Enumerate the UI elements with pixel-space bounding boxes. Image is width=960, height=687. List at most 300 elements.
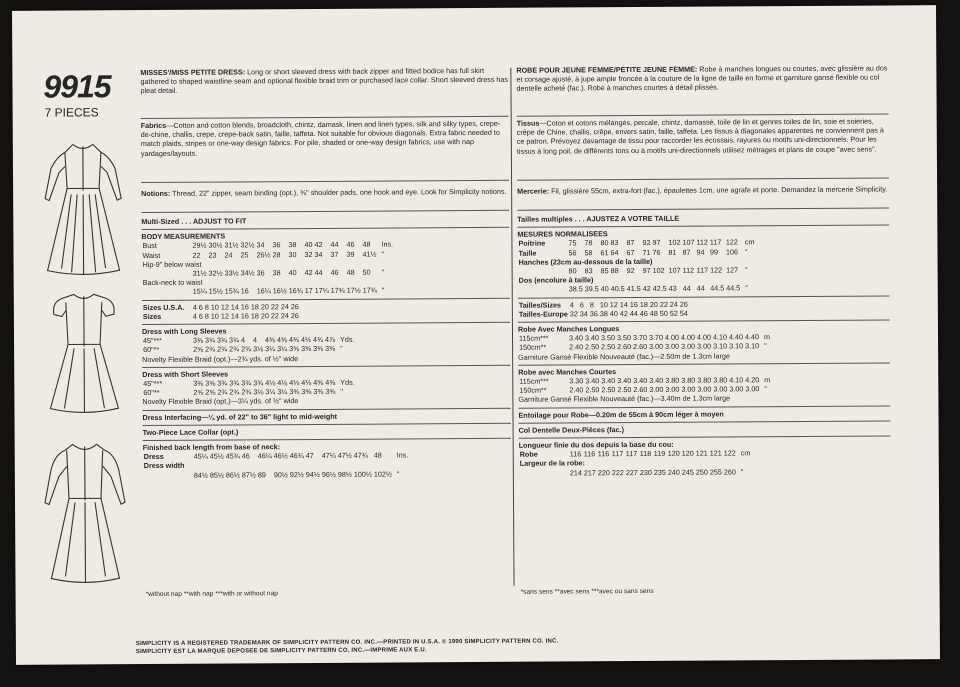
- french-notions-text: Fil, glissière 55cm, extra-fort (fac.), épaulettes 1cm, une agrafe et porte. Demandez la mercerie Simplicity.: [551, 184, 888, 196]
- french-body-table: [517, 238, 755, 295]
- table-cell: 4.40: [744, 332, 760, 342]
- table-cell: 3¾: [217, 378, 228, 388]
- table-cell: 38: [272, 268, 281, 278]
- table-cell: 36: [256, 268, 265, 278]
- table-cell: 85: [600, 266, 609, 276]
- row-label: [142, 269, 192, 279]
- table-cell: 38: [288, 240, 297, 250]
- table-cell: 67: [626, 247, 635, 257]
- pattern-envelope: [12, 5, 940, 665]
- table-cell: 12: [609, 299, 618, 309]
- table-cell: 3.00: [665, 385, 680, 395]
- table-cell: 85½: [209, 470, 224, 480]
- table-cell: 100½: [353, 469, 372, 479]
- table-cell: 3.00: [649, 342, 664, 352]
- table-cell: 127: [726, 265, 739, 275]
- table-cell: 3.10: [713, 341, 728, 351]
- table-cell: 4: [252, 335, 258, 345]
- table-cell: 4.20: [745, 375, 760, 385]
- table-cell: 3¾: [241, 378, 252, 388]
- table-cell: 3⅜: [289, 387, 300, 397]
- table-cell: 12: [220, 311, 229, 321]
- english-footnote: *without nap **with nap ***with or without nap: [145, 590, 278, 599]
- table-cell: 40.5: [610, 284, 625, 294]
- table-cell: 4.40: [728, 332, 744, 342]
- table-cell: 106: [725, 247, 738, 257]
- english-title: MISSES'/MISS PETITE DRESS:: [140, 67, 246, 78]
- table-cell: 3.00: [745, 384, 760, 394]
- table-cell: 4⅜: [313, 377, 324, 388]
- table-cell: 3.50: [616, 333, 632, 343]
- row-unit: ": [340, 344, 343, 354]
- table-cell: 3.80: [713, 375, 728, 385]
- table-cell: 3¾: [205, 335, 216, 345]
- table-cell: 42: [642, 284, 651, 294]
- english-fabrics-text: —Cotton and cotton blends, broadcloth, chintz, damask, linen and linen types, silk and silky types, crepe-de-chine, challis, crepe, crepe-back satin, faille, taffeta. Not suitable for obvious diagonals. Extra fabric needed to match plaids, stripes or one-way design fabrics. For pile, shaded or one-way design fabrics, use with nap yardages/layouts.: [140, 118, 501, 158]
- table-cell: 31½: [224, 240, 239, 250]
- french-interfacing: Entoilage pour Robe—0.20m de 55cm à 90cm léger à moyen: [518, 406, 890, 423]
- table-cell: 40: [600, 284, 609, 294]
- table-cell: 47¾: [353, 450, 368, 461]
- table-cell: 2.60: [633, 342, 648, 352]
- table-cell: 26: [290, 310, 299, 320]
- table-cell: 44: [314, 267, 323, 278]
- table-cell: 39.5: [584, 284, 599, 294]
- french-fabrics: [517, 114, 889, 180]
- english-interfacing: Dress Interfacing—¼ yd. of 22" to 36" light to mid-weight: [142, 408, 510, 425]
- table-cell: 3.00: [713, 384, 728, 394]
- table-cell: 22: [270, 311, 279, 321]
- table-cell: 46: [639, 308, 648, 318]
- table-cell: 116: [583, 449, 596, 459]
- table-cell: 25: [240, 249, 249, 260]
- table-cell: 48: [373, 450, 382, 460]
- table-cell: 3.80: [665, 375, 680, 385]
- table-cell: 94: [696, 247, 705, 257]
- table-cell: 4¾: [312, 335, 324, 345]
- french-short-sleeves: [518, 363, 890, 408]
- table-cell: 97: [652, 238, 661, 248]
- table-cell: 24: [280, 310, 289, 321]
- row-unit: cm: [740, 448, 751, 458]
- table-cell: 3⅛: [253, 387, 264, 397]
- table-cell: 118: [639, 449, 652, 459]
- table-cell: 45¾: [225, 451, 240, 461]
- row-label: 60"**: [143, 345, 160, 355]
- table-cell: 119: [653, 449, 666, 459]
- table-cell: 3⅝: [205, 378, 216, 388]
- row-label: 115cm***: [518, 333, 549, 343]
- table-cell: 87: [682, 247, 691, 257]
- table-cell: 94½: [305, 469, 320, 479]
- table-cell: 2¾: [241, 344, 252, 354]
- row-unit: ": [740, 467, 744, 477]
- english-notions: [141, 181, 509, 213]
- table-cell: 120: [681, 448, 694, 459]
- footer-line-french: SIMPLICITY EST LA MARQUE DEPOSEE DE SIMPLICITY PATTERN CO. INC.—IMPRIME AUX E.U.: [135, 647, 427, 656]
- table-cell: 30½: [208, 240, 223, 251]
- french-short-heading: Robe avec Manches Courtes: [518, 366, 617, 377]
- english-collar: Two-Piece Lace Collar (opt.): [143, 424, 511, 441]
- table-cell: 3.00: [697, 342, 712, 352]
- table-cell: 87½: [241, 470, 256, 480]
- row-label: Back-neck to waist: [142, 277, 203, 288]
- french-long-table: [518, 332, 771, 352]
- table-cell: 32½: [208, 268, 223, 278]
- table-row: [518, 284, 756, 295]
- row-label: 150cm**: [519, 385, 547, 395]
- table-cell: 84½: [193, 470, 208, 480]
- table-cell: 3.40: [633, 376, 648, 386]
- english-finished-length: [143, 439, 511, 483]
- table-cell: 3¼: [265, 387, 276, 397]
- table-cell: 3⅜: [289, 344, 300, 354]
- table-cell: 3⅛: [253, 344, 264, 354]
- table-cell: 112: [696, 237, 708, 248]
- row-label: Taille: [518, 248, 537, 258]
- table-cell: 32½: [240, 240, 255, 250]
- table-cell: 4⅜: [264, 335, 276, 345]
- french-description-text: Robe à manches longues ou courtes, avec glissière au dos et corsage ajusté, à jupe ample froncée à la couture de la ligne de taille en forme et garniture gansé flexible ou col dentelle acheté (fac.). Robe à manches courtes à détail plissés.: [516, 63, 888, 94]
- table-cell: 230: [639, 467, 652, 477]
- table-cell: 28: [272, 249, 281, 259]
- table-cell: 40: [609, 308, 618, 319]
- table-cell: 3⅜: [301, 387, 312, 397]
- table-cell: 20: [649, 299, 658, 309]
- table-cell: 2.50: [601, 385, 616, 395]
- long-sleeve-dress-illustration: [39, 138, 128, 279]
- table-cell: 3.10: [729, 341, 744, 351]
- table-cell: 4⅜: [325, 377, 336, 387]
- table-cell: 80: [600, 238, 609, 248]
- table-cell: 120: [667, 449, 680, 459]
- table-cell: 102½: [373, 469, 392, 479]
- table-cell: 17: [304, 286, 313, 296]
- table-cell: 3.40: [585, 376, 600, 386]
- row-unit: Yds.: [340, 377, 355, 387]
- table-cell: 217: [583, 467, 596, 478]
- table-cell: 3⅜: [313, 344, 324, 354]
- table-cell: 18: [250, 311, 259, 321]
- french-finished-heading: Longueur finie du dos depuis la base du cou:: [518, 439, 674, 450]
- french-column: [516, 61, 891, 480]
- french-finished-table: [519, 449, 752, 478]
- table-cell: 4½: [300, 335, 312, 345]
- table-cell: 214: [569, 468, 582, 478]
- french-notions-label: Mercerie:: [517, 186, 550, 196]
- table-cell: 41.5: [626, 284, 641, 294]
- row-unit: ": [381, 285, 385, 295]
- table-cell: 46: [330, 267, 339, 277]
- table-cell: 3.40: [584, 333, 600, 343]
- row-label: Tailles-Europe: [518, 309, 568, 319]
- table-cell: 2¾: [241, 387, 252, 397]
- table-cell: 4: [240, 335, 246, 345]
- table-cell: 17⅜: [330, 286, 345, 296]
- table-cell: 222: [611, 467, 624, 477]
- row-label: Poitrine: [518, 238, 546, 249]
- table-cell: 97: [642, 265, 651, 275]
- table-cell: 245: [681, 467, 694, 477]
- table-cell: 46¼: [257, 451, 272, 461]
- table-cell: 102: [668, 238, 681, 248]
- row-label: 60"**: [143, 388, 160, 398]
- table-cell: 54: [679, 308, 688, 318]
- table-cell: 43: [668, 284, 677, 294]
- table-cell: 122: [725, 237, 738, 247]
- table-cell: 48: [649, 308, 658, 318]
- table-cell: 96½: [321, 469, 336, 479]
- pattern-number: 9915: [43, 68, 111, 105]
- table-cell: 3.80: [697, 375, 712, 385]
- row-unit: cm: [744, 237, 755, 247]
- table-cell: 92: [626, 266, 635, 276]
- table-cell: 46: [241, 451, 250, 461]
- table-cell: 15½: [208, 286, 223, 297]
- english-column: [140, 64, 511, 483]
- table-cell: 48: [362, 240, 371, 250]
- table-cell: 3⅜: [325, 387, 336, 397]
- english-notions-label: Notions:: [141, 188, 171, 199]
- table-cell: 71: [642, 247, 651, 257]
- row-label: Dress: [143, 452, 164, 462]
- table-cell: 45¼: [193, 451, 208, 461]
- table-cell: 3.00: [681, 342, 696, 352]
- table-cell: 4⅛: [289, 378, 300, 388]
- table-cell: 34: [256, 240, 265, 250]
- row-label: Dos (encolure à taille): [518, 275, 594, 285]
- english-finished-table: [143, 451, 410, 480]
- table-cell: 26: [290, 301, 299, 311]
- table-cell: 33½: [224, 268, 239, 278]
- french-multisize: Tailles multiples . . . AJUSTEZ A VOTRE TAILLE: [517, 208, 889, 227]
- table-cell: 117: [709, 237, 722, 247]
- footer-line-english: SIMPLICITY IS A REGISTERED TRADEMARK OF SIMPLICITY PATTERN CO. INC.—PRINTED IN U.S.A. © 1990 SIMPLICITY PATTERN CO. INC.: [135, 638, 559, 648]
- table-cell: 83: [610, 238, 619, 248]
- table-row: [142, 311, 300, 321]
- table-cell: 38: [599, 309, 608, 319]
- table-cell: 2.50: [585, 385, 600, 395]
- table-cell: 48: [346, 267, 355, 277]
- table-cell: 16: [240, 286, 249, 296]
- table-cell: 47: [305, 451, 314, 461]
- table-cell: 44: [682, 284, 691, 294]
- table-cell: 34: [579, 309, 588, 319]
- table-cell: 24: [224, 250, 233, 260]
- table-cell: 112: [682, 265, 695, 275]
- french-collar: Col Dentelle Deux-Pièces (fac.): [519, 421, 891, 438]
- table-cell: 56: [568, 247, 577, 258]
- long-sleeve-lace-collar-dress-illustration: [41, 436, 130, 587]
- table-cell: 36: [589, 309, 598, 319]
- row-unit: m: [764, 375, 771, 385]
- table-cell: 3¾: [253, 378, 264, 388]
- french-sizes: [518, 296, 890, 323]
- row-label: [519, 468, 569, 478]
- table-cell: 22: [270, 301, 279, 311]
- row-unit: ": [745, 283, 748, 293]
- french-long-braid: Garniture Gansé Flexible Nouveauté (fac.)—2.50m de 1.3cm large: [518, 351, 730, 362]
- table-cell: 42: [304, 268, 313, 278]
- table-cell: 2.60: [633, 385, 648, 395]
- table-cell: 3.40: [649, 375, 664, 385]
- french-body-measurements: [517, 226, 889, 299]
- table-cell: 3⅜: [313, 387, 324, 397]
- table-cell: 235: [653, 467, 666, 477]
- row-unit: ": [381, 249, 385, 259]
- table-cell: 4.00: [664, 332, 680, 343]
- table-cell: 44.5: [710, 283, 725, 293]
- table-cell: 6: [198, 302, 203, 312]
- table-cell: 44.5: [726, 283, 741, 293]
- table-cell: 15¾: [224, 286, 239, 296]
- table-cell: 17¾: [362, 286, 377, 296]
- row-unit: ": [745, 265, 748, 275]
- french-sizes-table: [518, 299, 689, 318]
- table-cell: 102: [652, 265, 665, 275]
- row-label: 115cm***: [519, 376, 549, 386]
- row-label: Dress width: [143, 461, 185, 471]
- table-cell: 3.00: [697, 384, 712, 394]
- table-cell: 116: [597, 449, 610, 459]
- table-cell: 58: [584, 247, 593, 257]
- row-label: [518, 266, 568, 276]
- table-cell: 22: [659, 299, 668, 309]
- row-label: Sizes U.S.A.: [142, 302, 185, 312]
- table-cell: 2¾: [229, 344, 240, 354]
- table-cell: 6: [579, 299, 584, 309]
- table-row: [518, 309, 689, 319]
- row-unit: Ins.: [381, 239, 394, 249]
- row-label: 45"***: [143, 378, 163, 389]
- french-fabrics-label: Tissus: [516, 118, 540, 128]
- table-cell: 12: [220, 302, 229, 312]
- table-cell: 4.10: [712, 332, 728, 342]
- short-sleeve-dress-illustration: [40, 288, 129, 417]
- row-label: Sizes: [142, 311, 162, 321]
- english-long-braid: Novelty Flexible Braid (opt.)—2¾ yds. of ½" wide: [142, 353, 299, 364]
- table-cell: 2¾: [205, 345, 216, 355]
- table-cell: 4⅜: [288, 335, 300, 345]
- table-cell: 80: [568, 266, 577, 276]
- table-cell: 16½: [272, 286, 287, 296]
- table-cell: 116: [569, 449, 582, 459]
- table-cell: 260: [723, 467, 736, 477]
- table-cell: 4⅛: [265, 378, 276, 388]
- table-cell: 86½: [225, 470, 240, 480]
- table-cell: 39: [346, 249, 355, 259]
- french-short-braid: Garniture Gansé Flexible Nouveauté (fac.)—3.40m de 1.3cm large: [518, 393, 731, 405]
- row-unit: ": [396, 469, 400, 479]
- table-cell: 2.60: [617, 342, 632, 352]
- row-unit: ": [381, 267, 385, 277]
- english-body-measurements: [141, 228, 509, 301]
- table-cell: 2.40: [569, 385, 584, 395]
- table-cell: 2.50: [585, 342, 600, 352]
- table-cell: 30: [288, 249, 297, 259]
- table-cell: 3¼: [277, 387, 288, 397]
- table-cell: 2.40: [569, 342, 584, 352]
- table-cell: 4: [192, 311, 197, 321]
- table-cell: 220: [597, 467, 610, 477]
- copyright-footer: [136, 638, 559, 657]
- table-cell: 41½: [362, 249, 377, 259]
- table-cell: 36: [272, 240, 281, 250]
- table-cell: 99: [709, 247, 718, 257]
- table-cell: 3.70: [648, 333, 664, 343]
- row-label: [143, 470, 193, 480]
- table-cell: 46: [346, 240, 355, 250]
- table-cell: 16: [240, 311, 249, 321]
- table-cell: 50: [362, 267, 371, 277]
- english-short-table: [142, 378, 355, 398]
- row-label: Largeur de la robe:: [519, 458, 585, 469]
- table-cell: 34½: [240, 268, 255, 278]
- table-cell: 47½: [337, 451, 352, 461]
- table-cell: 14: [230, 311, 239, 321]
- table-cell: 122: [723, 448, 736, 458]
- english-sizes-table: [142, 302, 300, 321]
- table-cell: 4: [569, 300, 574, 310]
- row-unit: Ins.: [396, 450, 409, 460]
- table-cell: 117: [611, 449, 624, 459]
- table-cell: 3¾: [217, 335, 228, 345]
- table-cell: 3¾: [229, 378, 240, 388]
- french-body-heading: MESURES NORMALISEES: [517, 229, 608, 239]
- table-cell: 16: [240, 302, 249, 312]
- english-long-table: [142, 335, 355, 355]
- table-cell: 121: [695, 448, 708, 458]
- table-cell: 3¼: [277, 344, 288, 354]
- english-short-heading: Dress with Short Sleeves: [142, 369, 229, 379]
- table-cell: 17½: [346, 286, 361, 296]
- table-row: [518, 342, 771, 353]
- english-finished-heading: Finished back length from base of neck:: [142, 442, 281, 453]
- table-cell: 88: [610, 266, 619, 276]
- table-cell: 16¾: [288, 286, 303, 296]
- table-cell: 4⅞: [324, 335, 336, 345]
- french-description: [516, 61, 888, 116]
- table-cell: 29½: [192, 241, 207, 251]
- row-label: Bust: [142, 241, 157, 251]
- row-unit: ": [764, 341, 767, 351]
- table-cell: 3¼: [265, 344, 276, 354]
- table-cell: 44: [330, 240, 339, 250]
- table-cell: 8: [589, 299, 594, 309]
- french-finished-length: [519, 437, 891, 481]
- english-description-text: Long or short sleeved dress with back zipper and fitted bodice has full skirt gathered to shaped waistline seam and optional flexible braid trim or purchased lace collar. Short sleeved dress has pleat detail.: [140, 65, 509, 96]
- table-cell: 117: [625, 449, 638, 459]
- table-cell: 18: [250, 301, 259, 311]
- table-cell: 92½: [289, 469, 304, 479]
- table-cell: 18: [639, 299, 648, 309]
- french-title: ROBE POUR JEUNE FEMME/PETITE JEUNE FEMME:: [516, 64, 698, 75]
- table-cell: 4⅜: [276, 335, 288, 345]
- table-cell: 16¼: [256, 286, 271, 296]
- table-cell: 2¾: [217, 344, 228, 355]
- english-body-table: [141, 240, 394, 297]
- table-cell: 6: [198, 311, 203, 321]
- table-cell: 75: [568, 238, 577, 248]
- table-cell: 26: [679, 299, 688, 309]
- table-cell: 42: [314, 240, 323, 250]
- row-label: [142, 287, 192, 297]
- table-cell: 122: [710, 265, 723, 275]
- table-cell: 83: [584, 266, 593, 276]
- table-cell: 15¼: [192, 287, 207, 297]
- table-cell: 32: [569, 309, 578, 319]
- table-cell: 4: [192, 302, 197, 312]
